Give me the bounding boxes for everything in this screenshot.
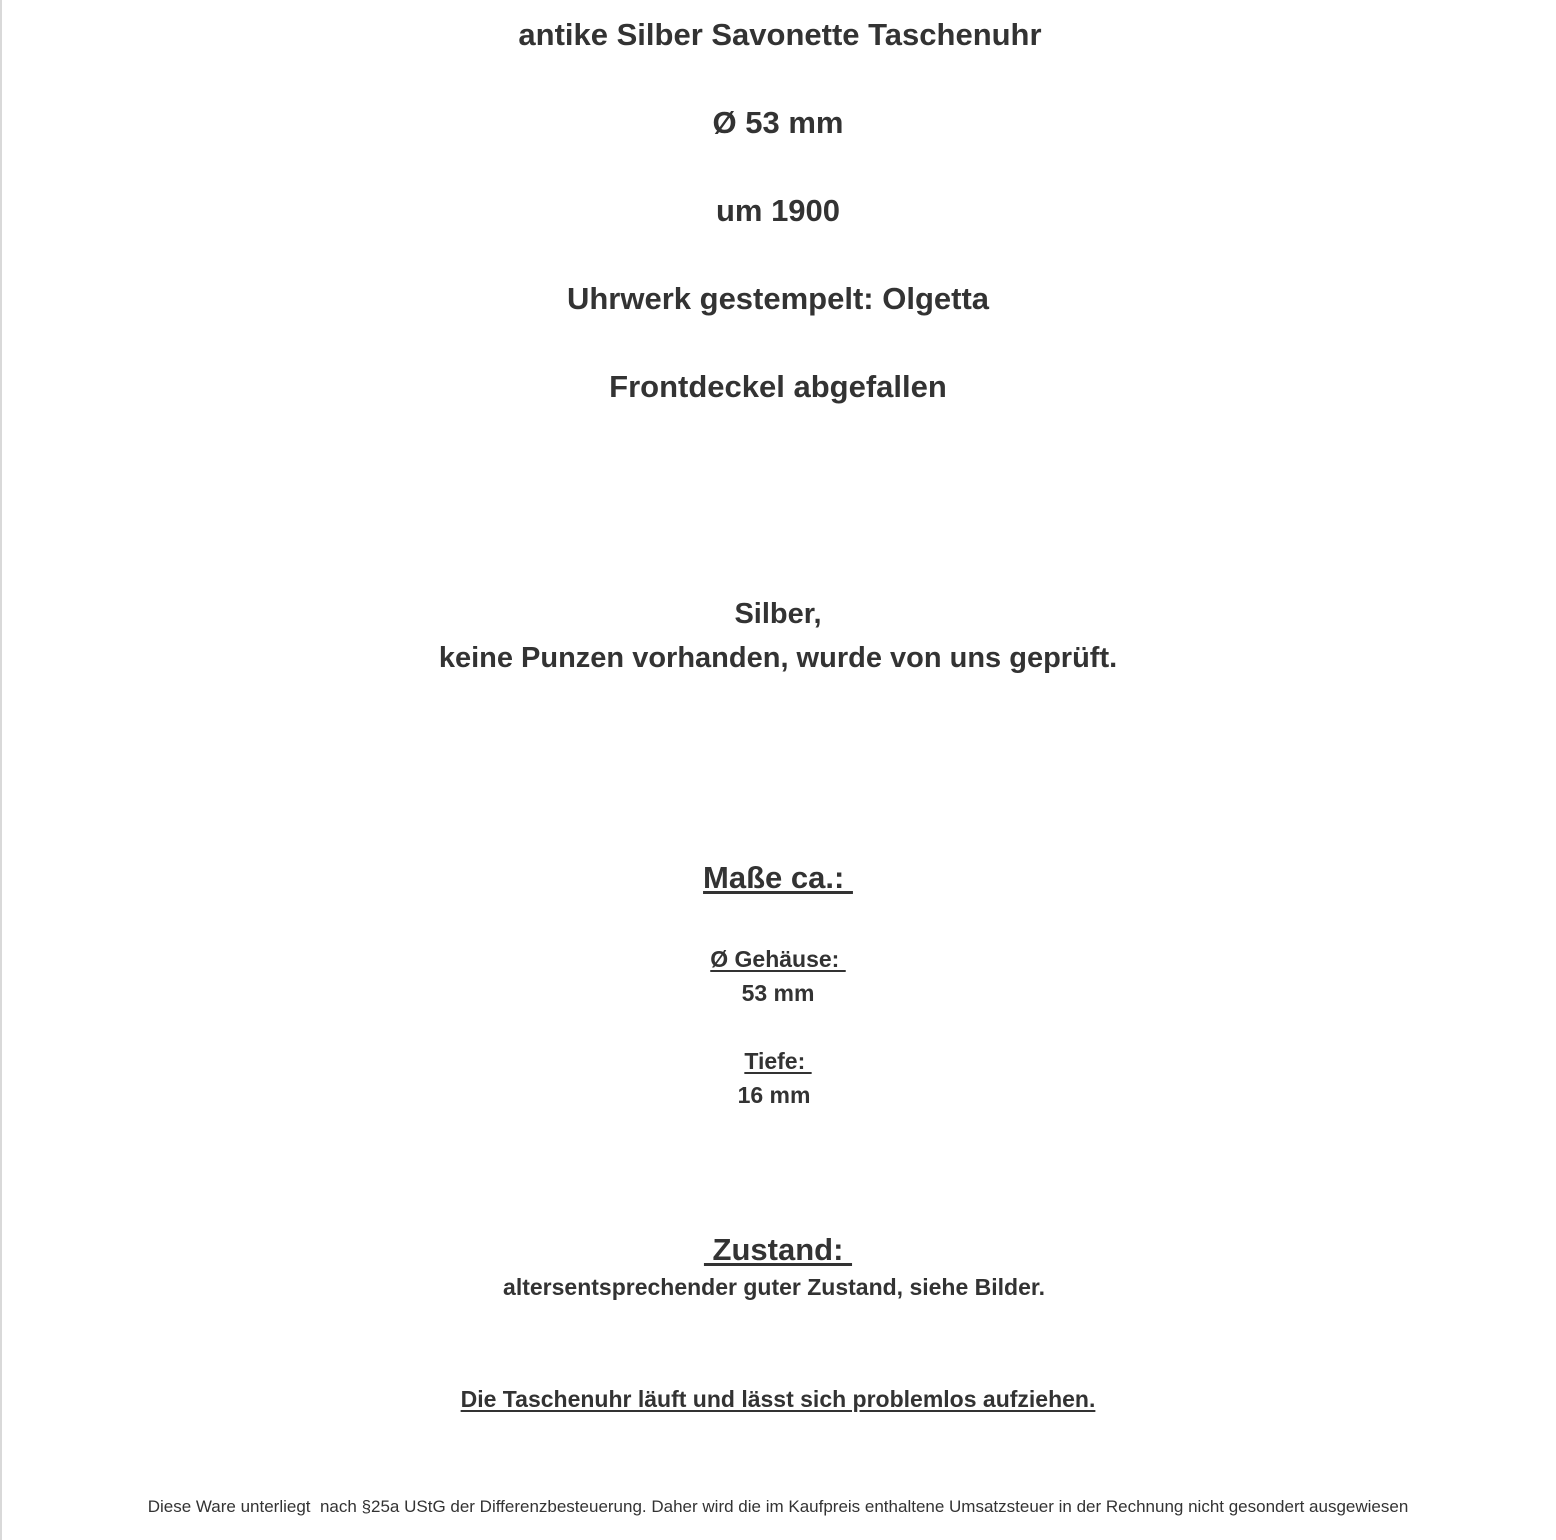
left-border	[0, 0, 2, 1540]
dimensions-heading: Maße ca.:	[703, 860, 853, 895]
product-movement: Uhrwerk gestempelt: Olgetta	[566, 281, 990, 316]
product-title: antike Silber Savonette Taschenuhr	[518, 17, 1042, 52]
case-diameter-value: 53 mm	[741, 980, 815, 1006]
tax-footer-note: Diese Ware unterliegt nach §25a UStG der Differenzbesteuerung. Daher wird die im Kaufpreis enthaltene Umsatzsteuer in der Rechnung nicht gesondert ausgewiesen	[147, 1497, 1409, 1516]
product-era: um 1900	[715, 193, 841, 228]
product-diameter: Ø 53 mm	[712, 105, 844, 140]
material-line-1: Silber,	[734, 598, 822, 630]
condition-heading: Zustand:	[703, 1232, 853, 1267]
condition-text: altersentsprechender guter Zustand, siehe Bilder.	[503, 1274, 1045, 1300]
depth-label: Tiefe:	[744, 1048, 812, 1074]
running-note: Die Taschenuhr läuft und lässt sich problemlos aufziehen.	[460, 1386, 1096, 1412]
depth-value: 16 mm	[737, 1082, 811, 1108]
product-note: Frontdeckel abgefallen	[609, 369, 947, 404]
material-line-2: keine Punzen vorhanden, wurde von uns geprüft.	[438, 642, 1118, 674]
case-diameter-label: Ø Gehäuse:	[710, 946, 846, 972]
